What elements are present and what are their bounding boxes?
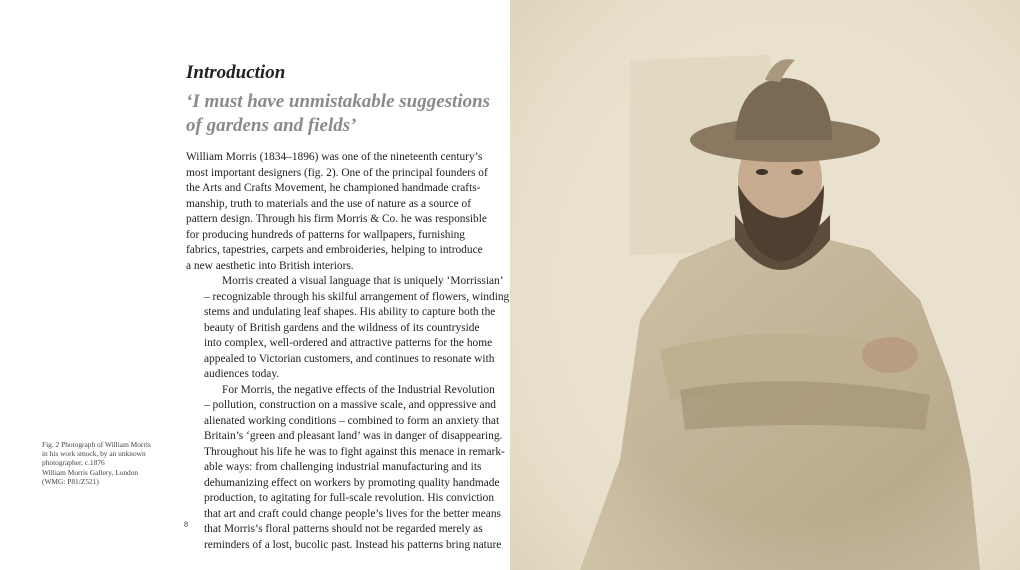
text-line: into complex, well-ordered and attractive patterns for the home [204,337,493,349]
text-line: Throughout his life he was to fight against this menace in remark- [204,445,505,458]
caption-line: photographer, c.1876 [42,458,105,468]
text-line: that Morris’s floral patterns should not be regarded merely as [204,523,483,535]
text-line: dehumanizing effect on workers by promoting quality handmade [204,476,500,489]
text-line: the Arts and Crafts Movement, he championed handmade crafts- [186,182,481,194]
text-line: fabrics, tapestries, carpets and embroideries, helping to introduce [186,244,483,256]
text-line: that art and craft could change people’s lives for the better means [204,507,501,520]
text-line: alienated working conditions – combined to form an anxiety that [204,414,500,427]
text-line: most important designers (fig. 2). One of the principal founders of [186,166,488,179]
subheading-line: ‘I must have unmistakable suggestions [186,91,491,112]
chapter-subheading [186,90,491,138]
text-line: – recognizable through his skilful arrangement of flowers, winding [204,290,510,303]
text-line: William Morris (1834–1896) was one of the nineteenth century’s [186,151,483,163]
body-text [186,150,510,553]
right-page [510,0,1020,570]
text-line: beauty of British gardens and the wildness of its countryside [204,321,480,334]
paragraph-2 [186,274,510,383]
text-line: able ways: from challenging industrial manufacturing and its [204,461,482,473]
text-line: For Morris, the negative effects of the Industrial Revolution [222,383,495,396]
subheading-line: of gardens and fields’ [186,115,357,136]
portrait-photograph [510,0,1020,570]
page-number: 8 [184,520,188,529]
text-line: a new aesthetic into British interiors. [186,259,354,272]
chapter-heading: Introduction [186,62,286,83]
caption-line: Fig. 2 Photograph of William Morris [42,440,151,449]
text-line: – pollution, construction on a massive scale, and oppressive and [204,399,496,411]
text-line: appealed to Victorian customers, and continues to resonate with [204,352,495,365]
paragraph-1 [186,150,486,274]
text-line: Morris created a visual language that is uniquely ‘Morrissian’ [222,275,504,287]
text-line: for producing hundreds of patterns for wallpapers, furnishing [186,228,465,241]
text-line: audiences today. [204,368,280,380]
paragraph-3 [186,383,505,554]
caption-line: (WMG: P81/Z521) [42,476,99,486]
figure-caption [42,440,172,486]
text-line: manship, truth to materials and the use of nature as a source of [186,197,471,210]
text-line: stems and undulating leaf shapes. His ability to capture both the [204,306,496,318]
caption-line: William Morris Gallery, London [42,467,139,477]
text-line: pattern design. Through his firm Morris & Co. he was responsible [186,213,487,225]
text-line: Britain’s ‘green and pleasant land’ was in danger of disappearing. [204,430,503,442]
text-line: reminders of a lost, bucolic past. Instead his patterns bring nature [204,538,502,551]
caption-line: in his work smock, by an unknown [42,449,146,459]
text-line: production, to agitating for full-scale revolution. His conviction [204,492,495,504]
